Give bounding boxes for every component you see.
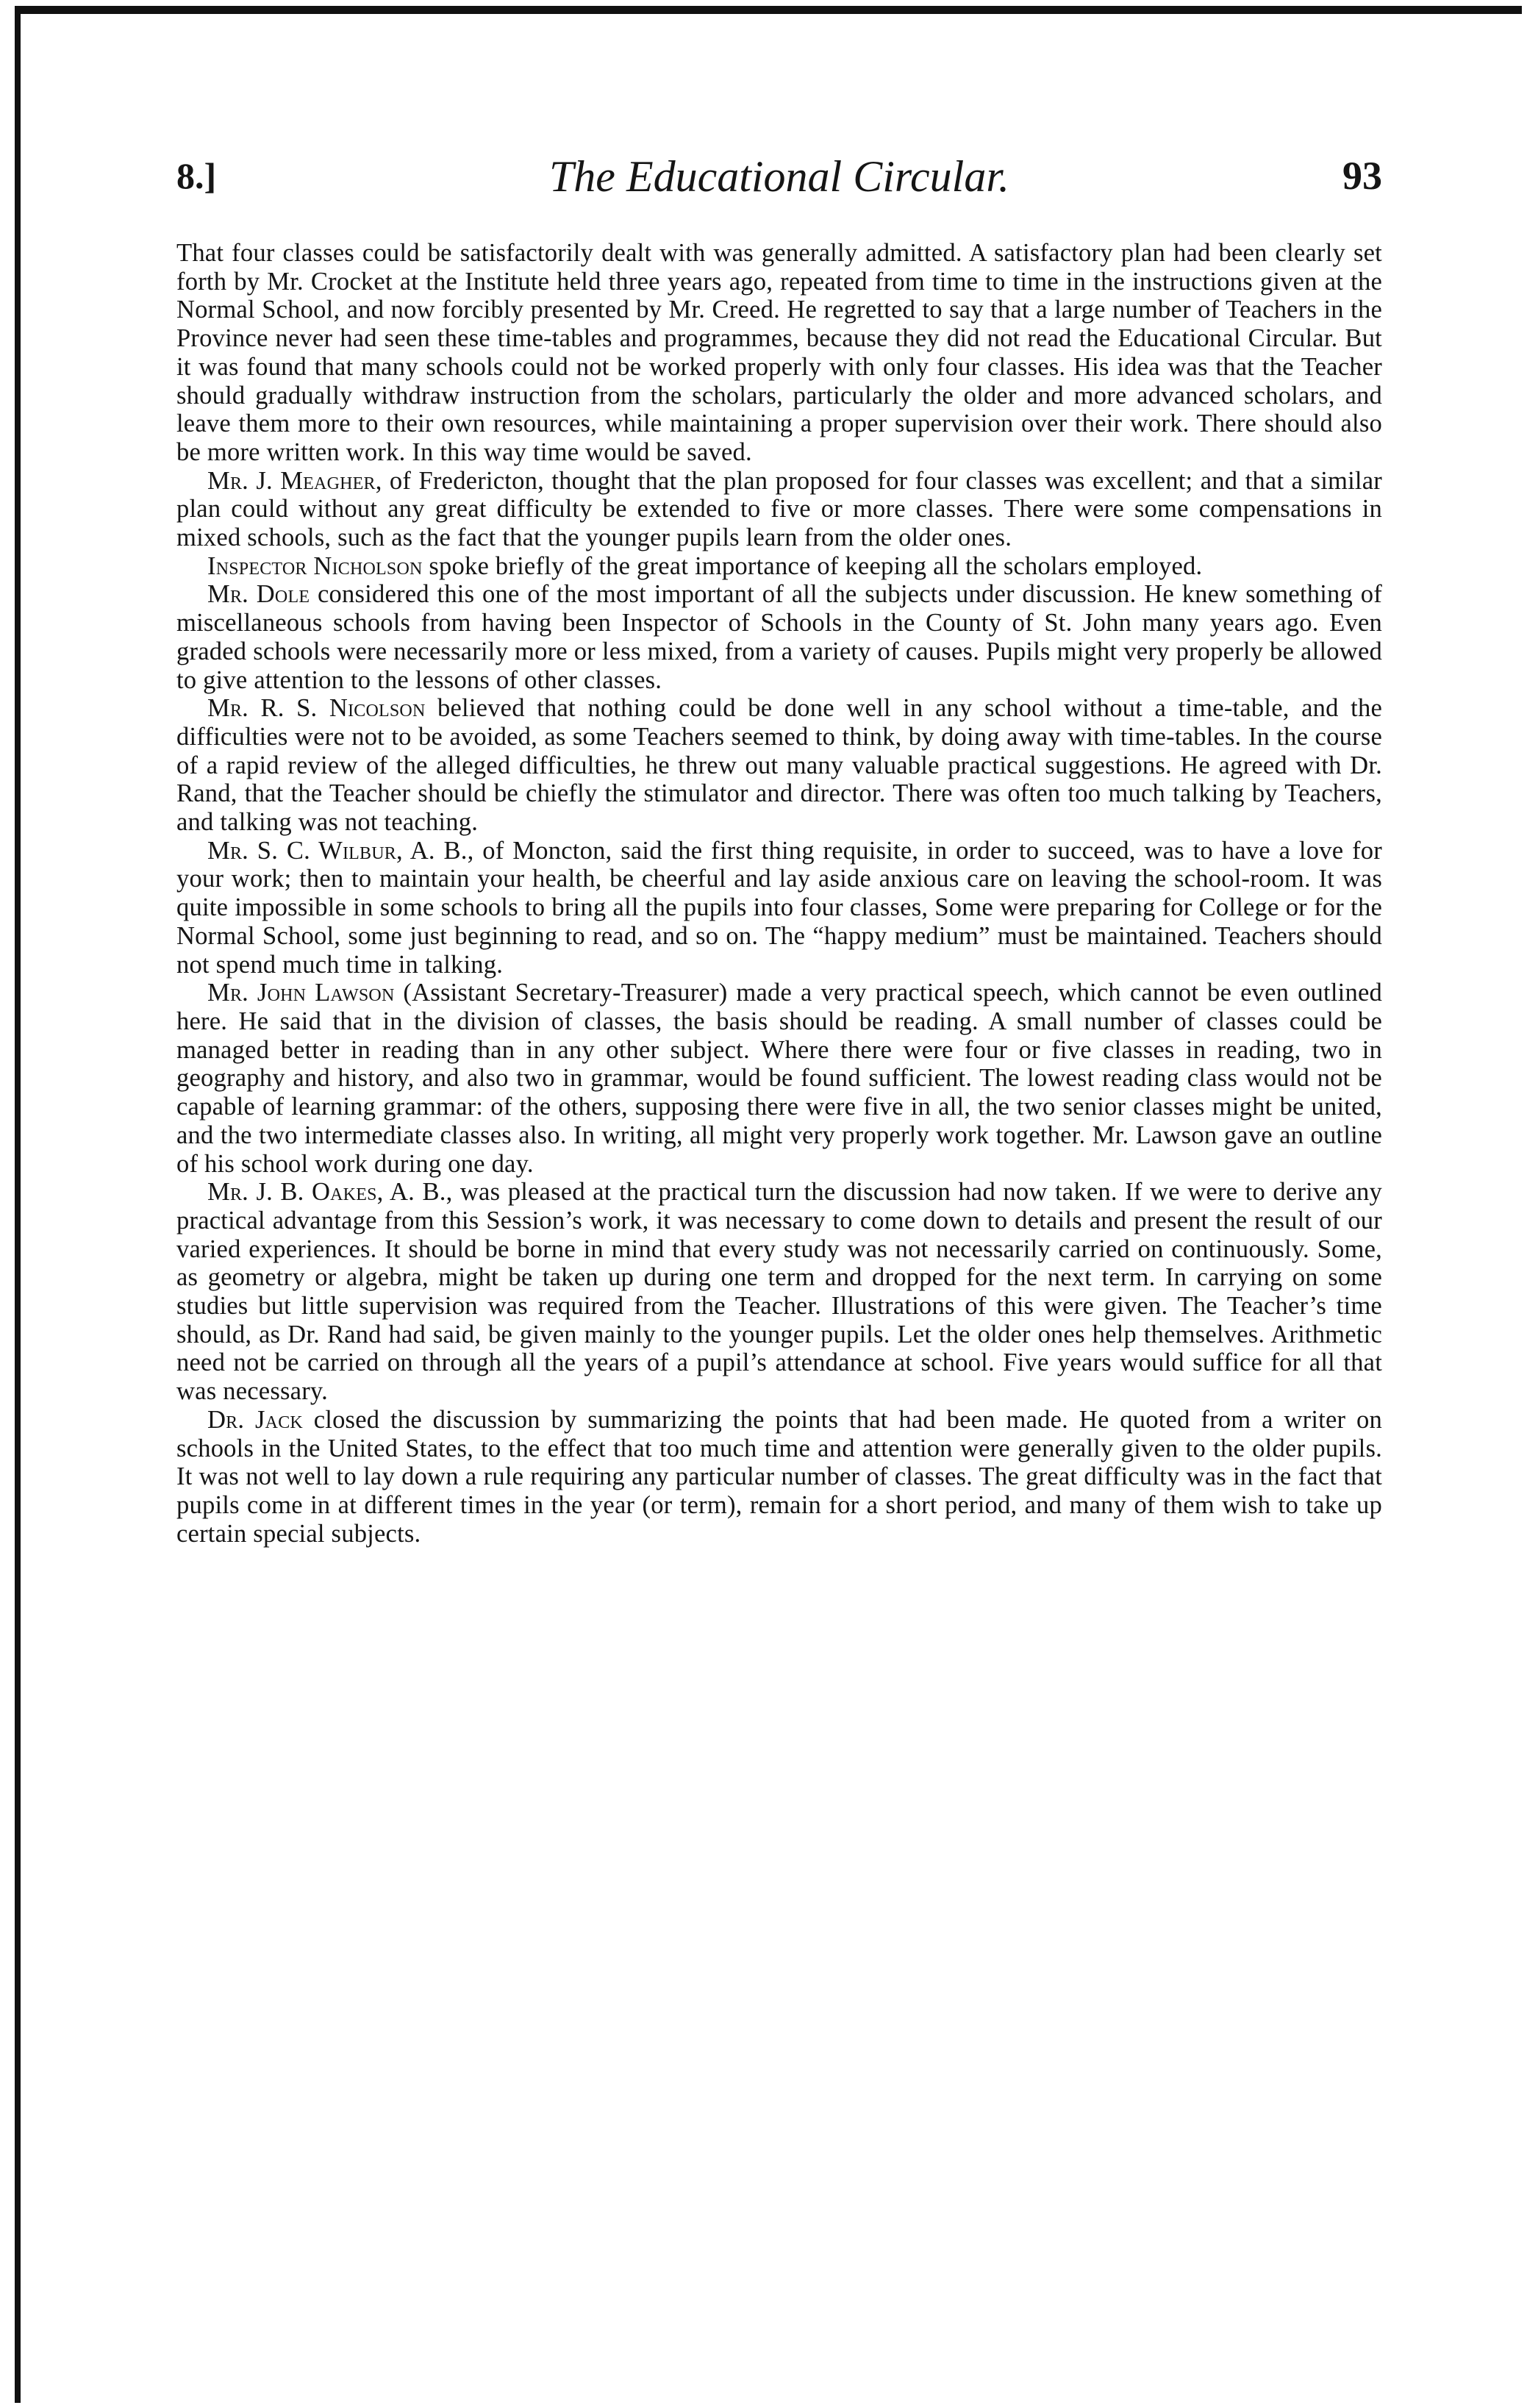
paragraph-text: closed the discussion by summarizing the points that had been made. He quoted from a writer on schools in the United States, to the effect that too much time and attention were generally given to the older pupils. It was not well to lay down a rule requiring any particular number of classes. The great difficulty was in the fact that pupils come in at different times in the year (or term), remain for a short period, and many of them wish to take up certain special subjects. [176,1405,1382,1548]
article-body [176,239,1382,1548]
paragraph-text: of Fredericton, thought that the plan proposed for four classes was excellent; and that a similar plan could without any great difficulty be extended to five or more classes. There were some compensations in mixed schools, such as the fact that the younger pupils learn from the older ones. [176,466,1382,552]
top-border-rule [15,6,1522,14]
paragraph-speaker: Mr. J. Meagher, [207,466,382,495]
page-number: 93 [1342,154,1382,198]
paragraph [176,239,1382,467]
paragraph-text: considered this one of the most important of all the subjects under discussion. He knew something of miscellaneous schools from having been Inspector of Schools in the County of St. John many years ago. Even graded schools were necessarily more or less mixed, from a variety of causes. Pupils might very properly be allowed to give attention to the lessons of other classes. [176,580,1382,694]
paragraph-speaker: Inspector Nicholson [207,551,423,580]
paragraph-speaker: Mr. John Lawson [207,979,395,1007]
paragraph [176,979,1382,1178]
paragraph [176,694,1382,837]
paragraph-text: A. B., of Moncton, said the first thing requisite, in order to succeed, was to have a love for your work; then to maintain your health, be cheerful and lay aside anxious care on leaving the school-room. It was quite impossible in some schools to bring all the pupils into four classes, Some were preparing for College or for the Normal School, some just beginning to read, and so on. The “happy medium” must be maintained. Teachers should not spend much time in talking. [176,836,1382,979]
paragraph [176,467,1382,552]
paragraph-speaker: Mr. Dole [207,580,310,609]
paragraph [176,580,1382,694]
page-header [176,154,1382,221]
paragraph-speaker: Mr. S. C. Wilbur, [207,836,403,865]
paragraph [176,1406,1382,1548]
paragraph [176,552,1382,581]
paragraph-text: A. B., was pleased at the practical turn the discussion had now taken. If we were to derive any practical advantage from this Session’s work, it was necessary to come down to details and present the result of our varied experiences. It should be borne in mind that every study was not necessarily carried on continuously. Some, as geometry or algebra, might be taken up during one term and dropped for the next term. In carrying on some studies but little supervision was required from the Teacher. Illustrations of this were given. The Teacher’s time should, as Dr. Rand had said, be given mainly to the younger pupils. Let the older ones help themselves. Arithmetic need not be carried on through all the years of a pupil’s attendance at school. Five years would suffice for all that was necessary. [176,1178,1382,1406]
paragraph-speaker: Dr. Jack [207,1405,303,1434]
paragraph-speaker: Mr. J. B. Oakes, [207,1178,384,1207]
paragraph [176,837,1382,979]
paragraph-text: (Assistant Secretary-Treasurer) made a very practical speech, which cannot be even outlined here. He said that in the division of classes, the basis should be reading. A small number of classes could be managed better in reading than in any other subject. Where there were four or five classes in reading, two in geography and history, and also two in grammar, would be found sufficient. The lowest reading class would not be capable of learning grammar: of the others, supposing there were five in all, the two senior classes might be united, and the two intermediate classes also. In writing, all might very properly work together. Mr. Lawson gave an outline of his school work during one day. [176,979,1382,1178]
paragraph-text: spoke briefly of the great importance of keeping all the scholars employed. [422,551,1203,580]
paragraph-speaker: Mr. R. S. Nicolson [207,694,426,723]
paragraph-text: believed that nothing could be done well in any school without a time-table, and the difficulties were not to be avoided, as some Teachers seemed to think, by doing away with time-tables. In the course of a rapid review of the alleged difficulties, he threw out many valuable practical suggestions. He agreed with Dr. Rand, that the Teacher should be chiefly the stimulator and director. There was often too much talking by Teachers, and talking was not teaching. [176,694,1382,837]
left-border-rule [15,6,21,2403]
journal-title: The Educational Circular. [548,152,1010,201]
issue-number: 8.] [176,155,217,196]
paragraph-text: That four classes could be satisfactorily dealt with was generally admitted. A satisfactory plan had been clearly set forth by Mr. Crocket at the Institute held three years ago, repeated from time to time in the instructions given at the Normal School, and now forcibly presented by Mr. Creed. He regretted to say that a large number of Teachers in the Province never had seen these time-tables and programmes, because they did not read the Educational Circular. But it was found that many schools could not be worked properly with only four classes. His idea was that the Teacher should gradually withdraw instruction from the scholars, particularly the older and more advanced scholars, and leave them more to their own resources, while maintaining a proper supervision over their work. There should also be more written work. In this way time would be saved. [176,239,1382,466]
paragraph [176,1178,1382,1406]
